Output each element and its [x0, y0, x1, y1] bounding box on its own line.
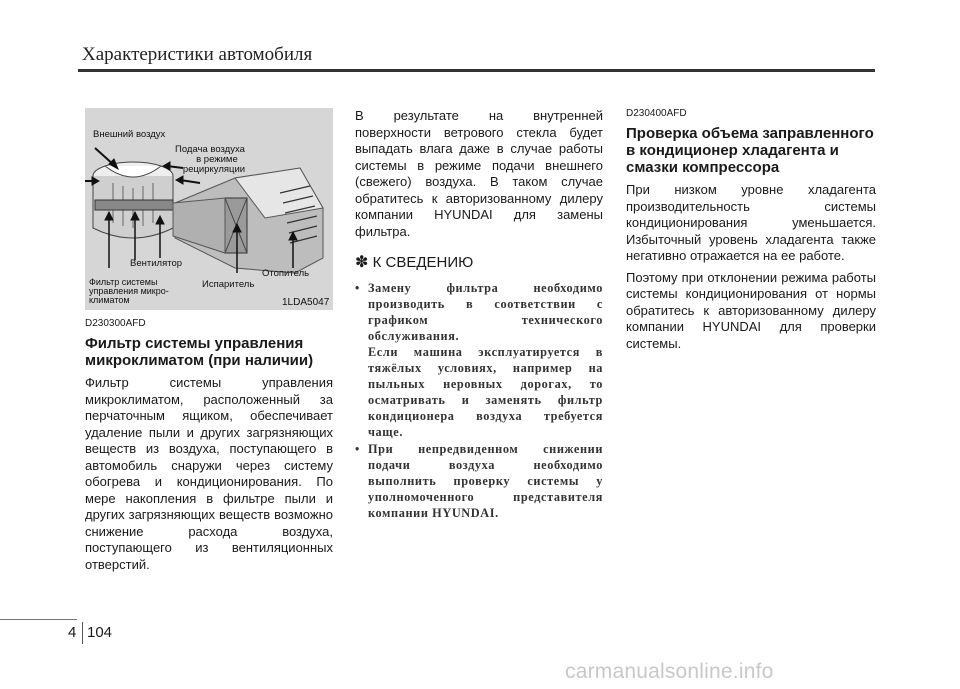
column-3 — [626, 108, 876, 357]
label-outside-air: Внешний воздух — [93, 129, 166, 140]
label-evaporator: Испаритель — [202, 279, 255, 290]
list-item — [355, 441, 603, 521]
info-heading — [355, 252, 603, 272]
bullet-continuation: Если машина эксплуатируется в тяжёлых условиях, например на пыльных неровных дорогах, то осматривать и заменять фильтр кондиционера воздуха требуется чаще. — [368, 345, 603, 439]
watermark: carmanualsonline.info — [565, 660, 774, 683]
footer-separator — [82, 622, 83, 644]
label-fan: Вентилятор — [130, 258, 183, 269]
list-item — [355, 280, 603, 440]
label-heater: Отопитель — [262, 268, 310, 279]
section-title: Фильтр системы управления микроклиматом (при наличии) — [85, 335, 314, 369]
figure-code: 1LDA5047 — [282, 297, 330, 308]
section-paragraph: Фильтр системы управления микроклиматом, расположенный за перчаточным ящиком, обеспечивает удаление пыли и других загрязняющих веществ из воздуха, поступающего в автомобиль снаружи через систему обогрева и кондиционирования. По мере накопления в фильтре пыли и других загрязняющих веществ возможно снижение расхода воздуха, поступающего из вентиляционных отверстий. — [85, 375, 333, 572]
bullet-text: Замену фильтра необходимо производить в соответствии с графиком технического обслуживания. — [368, 281, 603, 343]
paragraph: При низком уровне хладагента производительность системы кондиционирования уменьшается. Избыточный уровень хладагента также негативно отражается на ее работе. — [626, 182, 876, 263]
section-title: Проверка объема заправленного в кондиционер хладагента и смазки компрессора — [626, 125, 874, 176]
header-rule — [78, 69, 875, 72]
bullet-text: При непредвиденном снижении подачи воздуха необходимо выполнить проверку системы у уполномоченного представителя компании HYUNDAI. — [368, 442, 603, 520]
paragraph: В результате на внутренней поверхности ветрового стекла будет выпадать влага даже в случае работы системы в режиме подачи внешнего (свежего) воздуха. В таком случае обратитесь к авторизованному дилеру компании HYUNDAI для замены фильтра. — [355, 108, 603, 239]
footer-rule — [0, 619, 77, 620]
section-code: D230300AFD — [85, 318, 146, 329]
column-2 — [355, 108, 603, 522]
page-number: 104 — [87, 624, 113, 641]
info-title: К СВЕДЕНИЮ — [372, 254, 474, 271]
info-list — [355, 280, 603, 521]
hvac-filter-diagram — [85, 108, 333, 310]
paragraph: Поэтому при отклонении режима работы системы кондиционирования от нормы обратитесь к авторизованному дилеру компании HYUNDAI для проверки системы. — [626, 269, 876, 351]
section-code: D230400AFD — [626, 108, 687, 119]
label-recirculation: Подача воздуха в режиме рециркуляции — [175, 144, 246, 175]
page-header-title: Характеристики автомобиля — [82, 44, 313, 65]
chapter-number: 4 — [68, 624, 77, 641]
info-star-icon: ✽ — [355, 254, 369, 271]
column-1 — [85, 108, 333, 578]
label-filter: Фильтр системы управления микро- климатом — [89, 277, 169, 305]
